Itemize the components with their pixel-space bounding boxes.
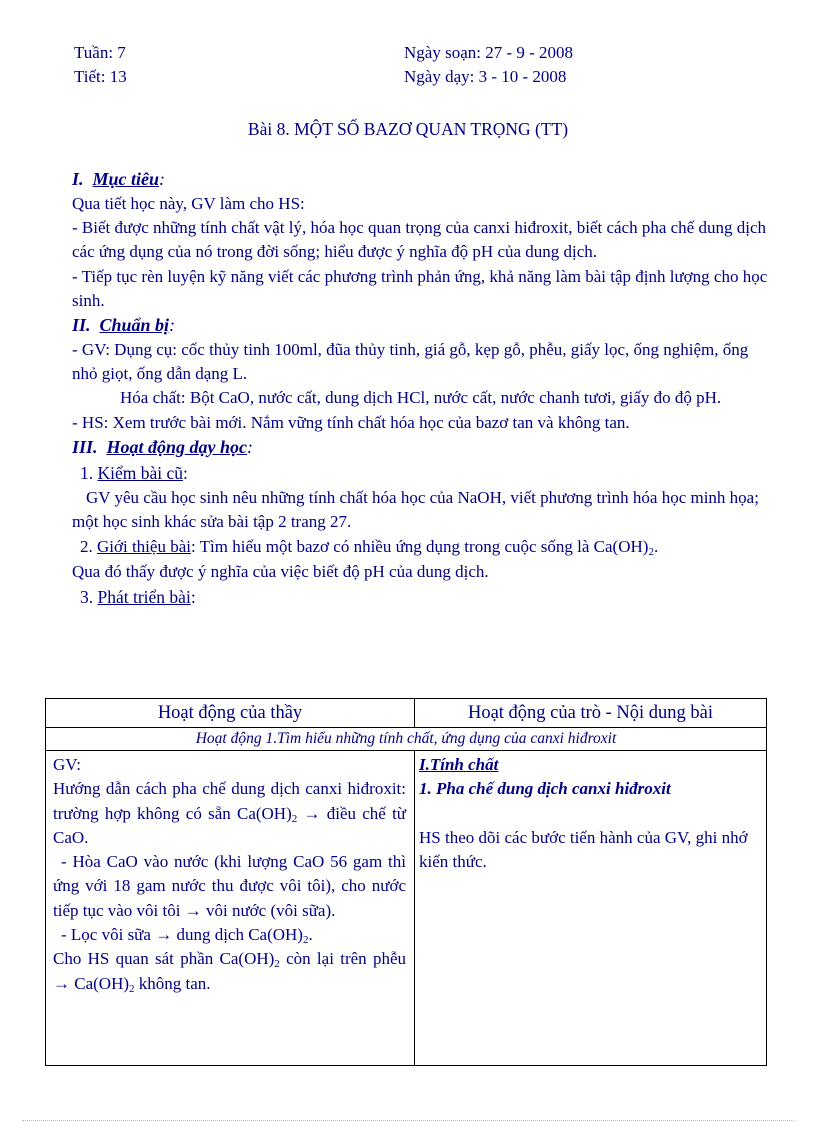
heading-text: I.Tính chất — [419, 755, 499, 774]
student-activity-cell — [415, 751, 767, 1066]
text: còn lại trên phễu → Ca(OH) — [53, 949, 406, 993]
prepare-date: Ngày soạn: 27 - 9 - 2008 — [404, 43, 574, 62]
step-number: 2. — [80, 537, 97, 557]
objectives-item-1: - Biết được những tính chất vật lý, hóa học quan trọng của canxi hiđroxit, biết cách pha chế dung dịch các ứng dụng của nó trong đời sống; hiểu được ý nghĩa độ pH của dung dịch. — [72, 218, 766, 262]
activity-title-row — [46, 728, 767, 751]
colon: : — [190, 587, 196, 608]
preparation-chemicals: Hóa chất: Bột CaO, nước cất, dung dịch HCl, nước cất, nước chanh tươi, giấy đo độ pH. — [120, 388, 722, 408]
colon: : — [159, 169, 166, 189]
content-subheading: 1. Pha chế dung dịch canxi hiđroxit — [419, 779, 671, 799]
subscript: 2 — [129, 982, 135, 995]
subscript: 2 — [274, 958, 280, 971]
preparation-teacher: - GV: Dụng cụ: cốc thủy tinh 100ml, đũa thủy tinh, giá gỗ, kẹp gỗ, phễu, giấy lọc, ống nghiệm, ống nhỏ giọt, ống dẫn dạng L. — [72, 340, 749, 384]
section-number: II. — [72, 315, 91, 336]
teacher-column-header: Hoạt động của thầy — [46, 699, 415, 728]
step-develop-lesson-heading — [72, 584, 772, 610]
colon: : — [247, 436, 254, 457]
period: . — [653, 537, 659, 557]
spacer — [419, 802, 762, 826]
step-title: Kiểm bài cũ — [97, 462, 184, 483]
preparation-students: - HS: Xem trước bài mới. Nắm vững tính chất hóa học của bazơ tan và không tan. — [72, 412, 630, 432]
table-header-row — [46, 699, 767, 728]
text: Hướng dẫn cách pha chế dung dịch canxi hiđroxit: trường hợp không có sẵn Ca(OH) — [53, 779, 406, 823]
teacher-activity-cell — [46, 751, 415, 1066]
step-text: : Tìm hiểu một bazơ có nhiều ứng dụng trong cuộc sống là Ca(OH) — [190, 537, 649, 557]
step-check-old-lesson-text: GV yêu cầu học sinh nêu những tính chất hóa học của NaOH, viết phương trình hóa học minh họa; một học sinh khác sửa bài tập 2 trang 27. — [72, 487, 759, 532]
objectives-item-2: - Tiếp tục rèn luyện kỹ năng viết các phương trình phản ứng, khả năng làm bài tập định lượng cho học sinh. — [72, 266, 768, 310]
text: Cho HS quan sát phần Ca(OH) — [53, 949, 275, 969]
subscript: 2 — [302, 934, 309, 947]
page-bottom-divider — [22, 1120, 794, 1121]
section-title: Hoạt động dạy học — [106, 436, 248, 457]
student-column-header: Hoạt động của trò - Nội dung bài — [415, 699, 767, 728]
teacher-step-3 — [53, 923, 406, 947]
objectives-intro: Qua tiết học này, GV làm cho HS: — [72, 194, 305, 213]
content-heading — [419, 753, 762, 777]
subscript: 2 — [648, 546, 654, 559]
step-title: Giới thiệu bài — [97, 537, 191, 557]
text: không tan. — [134, 973, 211, 993]
section-number: III. — [72, 436, 98, 457]
lesson-title: Bài 8. MỘT SỐ BAZƠ QUAN TRỌNG (TT) — [247, 119, 569, 139]
section-activities-heading — [72, 435, 772, 460]
teach-date: Ngày dạy: 3 - 10 - 2008 — [404, 67, 567, 86]
step-introduction — [72, 534, 772, 560]
period-label: Tiết: 13 — [74, 67, 127, 86]
colon: : — [183, 462, 188, 483]
section-preparation-heading — [72, 313, 772, 338]
teacher-label: GV: — [53, 755, 82, 774]
teacher-step-2: - Hòa CaO vào nước (khi lượng CaO 56 gam thì ứng với 18 gam nước thu được vôi tôi), cho nước tiếp tục vào vôi tôi → vôi nước (vôi sữa). — [53, 852, 406, 920]
section-number: I. — [72, 169, 84, 189]
step-title: Phát triển bài — [97, 587, 191, 608]
student-activity-text: HS theo dõi các bước tiến hành của GV, ghi nhớ kiến thức. — [419, 827, 748, 871]
section-objectives-heading — [72, 167, 772, 192]
teacher-step-1 — [53, 777, 406, 850]
text: - Lọc vôi sữa → dung dịch Ca(OH) — [61, 925, 303, 945]
step-check-old-lesson-heading — [72, 460, 772, 486]
text: → điều chế từ CaO. — [53, 803, 407, 847]
lesson-body — [72, 167, 772, 610]
section-title: Chuẩn bị — [99, 315, 170, 336]
step-number: 1. — [80, 462, 98, 483]
subscript: 2 — [291, 812, 298, 825]
activity-content-row — [46, 751, 767, 1066]
step-introduction-continued: Qua đó thấy được ý nghĩa của việc biết độ pH của dung dịch. — [72, 562, 489, 582]
activity-table — [45, 698, 767, 1066]
activity-title: Hoạt động 1.Tìm hiểu những tính chất, ứng dụng của canxi hiđroxit — [46, 728, 767, 751]
teacher-step-4 — [53, 947, 406, 996]
week-label: Tuần: 7 — [74, 43, 126, 62]
section-title: Mục tiêu — [92, 169, 160, 189]
colon: : — [169, 315, 176, 336]
text: . — [308, 925, 313, 945]
step-number: 3. — [80, 587, 98, 608]
